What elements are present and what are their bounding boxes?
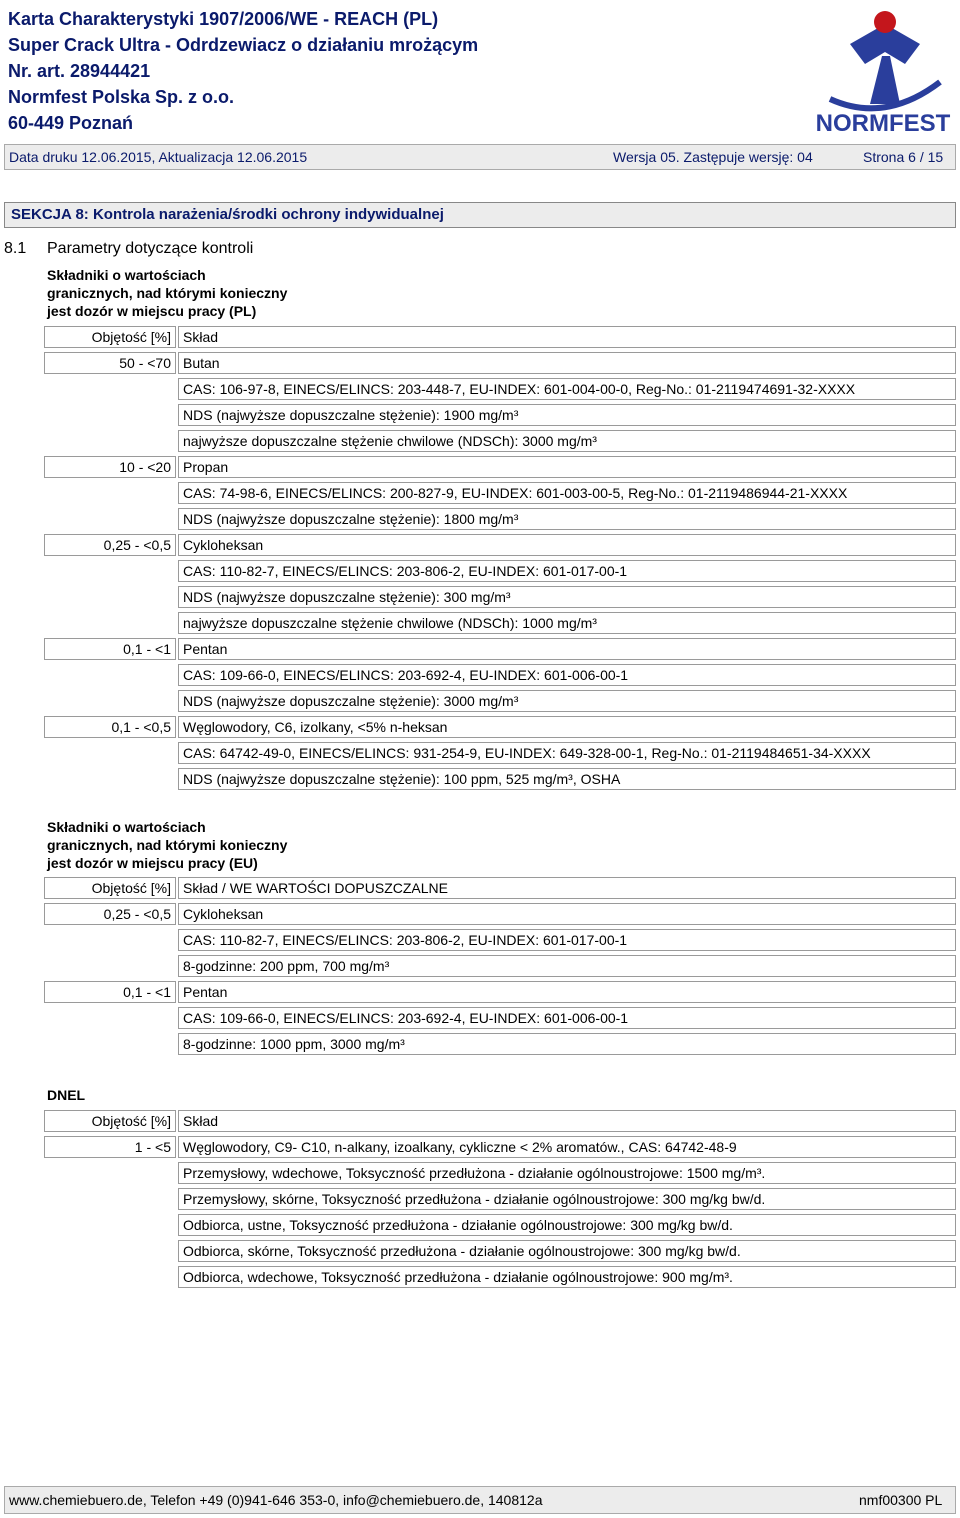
- component-name: Butan: [178, 352, 956, 374]
- article-number: Nr. art. 28944421: [8, 61, 151, 81]
- component-detail: CAS: 110-82-7, EINECS/ELINCS: 203-806-2, EU-INDEX: 601-017-00-1: [178, 560, 956, 582]
- component-percent: 1 - <5: [44, 1136, 176, 1158]
- block-heading: DNEL: [47, 1087, 86, 1103]
- component-detail: CAS: 74-98-6, EINECS/ELINCS: 200-827-9, EU-INDEX: 601-003-00-5, Reg-No.: 01-2119486944-21-XXXX: [178, 482, 956, 504]
- column-header-component: Skład / WE WARTOŚCI DOPUSZCZALNE: [178, 877, 956, 899]
- component-detail: NDS (najwyższe dopuszczalne stężenie): 1800 mg/m³: [178, 508, 956, 530]
- block-heading: Składniki o wartościach: [47, 819, 206, 835]
- component-detail: NDS (najwyższe dopuszczalne stężenie): 1900 mg/m³: [178, 404, 956, 426]
- component-detail: Przemysłowy, wdechowe, Toksyczność przedłużona - działanie ogólnoustrojowe: 1500 mg/m³.: [178, 1162, 956, 1184]
- page-number: Strona 6 / 15: [863, 149, 944, 165]
- column-header-component: Skład: [178, 326, 956, 348]
- component-detail: NDS (najwyższe dopuszczalne stężenie): 100 ppm, 525 mg/m³, OSHA: [178, 768, 956, 790]
- component-name: Węglowodory, C6, izolkany, <5% n-heksan: [178, 716, 956, 738]
- block-heading: granicznych, nad którymi konieczny: [47, 285, 288, 301]
- company-city: 60-449 Poznań: [8, 113, 134, 133]
- company-name: Normfest Polska Sp. z o.o.: [8, 87, 235, 107]
- component-percent: 0,1 - <0,5: [44, 716, 176, 738]
- component-detail: 8-godzinne: 200 ppm, 700 mg/m³: [178, 955, 956, 977]
- product-name: Super Crack Ultra - Odrdzewiacz o działaniu mrożącym: [8, 35, 479, 55]
- block-heading: jest dozór w miejscu pracy (PL): [47, 303, 257, 319]
- document-title: Karta Charakterystyki 1907/2006/WE - REACH (PL): [8, 9, 439, 29]
- print-date: Data druku 12.06.2015, Aktualizacja 12.06.2015: [9, 149, 308, 165]
- column-header-percent: Objętość [%]: [44, 877, 176, 899]
- logo-wordmark: NORMFEST: [815, 110, 951, 136]
- footer-contact: www.chemiebuero.de, Telefon +49 (0)941-646 353-0, info@chemiebuero.de, 140812a: [9, 1492, 543, 1508]
- block-heading: Składniki o wartościach: [47, 267, 206, 283]
- component-detail: Odbiorca, skórne, Toksyczność przedłużona - działanie ogólnoustrojowe: 300 mg/kg bw/d.: [178, 1240, 956, 1262]
- component-detail: NDS (najwyższe dopuszczalne stężenie): 300 mg/m³: [178, 586, 956, 608]
- component-percent: 0,1 - <1: [44, 981, 176, 1003]
- component-name: Cykloheksan: [178, 534, 956, 556]
- component-percent: 50 - <70: [44, 352, 176, 374]
- component-percent: 0,1 - <1: [44, 638, 176, 660]
- component-detail: 8-godzinne: 1000 ppm, 3000 mg/m³: [178, 1033, 956, 1055]
- component-detail: CAS: 64742-49-0, EINECS/ELINCS: 931-254-9, EU-INDEX: 649-328-00-1, Reg-No.: 01-2119484651-34-XXXX: [178, 742, 956, 764]
- section-title: SEKCJA 8: Kontrola narażenia/środki ochrony indywidualnej: [4, 202, 956, 228]
- component-percent: 10 - <20: [44, 456, 176, 478]
- component-detail: NDS (najwyższe dopuszczalne stężenie): 3000 mg/m³: [178, 690, 956, 712]
- component-name: Pentan: [178, 638, 956, 660]
- footer: [4, 1486, 956, 1514]
- subsection-title: Parametry dotyczące kontroli: [47, 240, 254, 257]
- footer-code: nmf00300 PL: [859, 1492, 943, 1508]
- component-detail: CAS: 109-66-0, EINECS/ELINCS: 203-692-4, EU-INDEX: 601-006-00-1: [178, 1007, 956, 1029]
- column-header-percent: Objętość [%]: [44, 326, 176, 348]
- component-detail: CAS: 109-66-0, EINECS/ELINCS: 203-692-4, EU-INDEX: 601-006-00-1: [178, 664, 956, 686]
- component-detail: najwyższe dopuszczalne stężenie chwilowe (NDSCh): 1000 mg/m³: [178, 612, 956, 634]
- component-percent: 0,25 - <0,5: [44, 534, 176, 556]
- component-percent: 0,25 - <0,5: [44, 903, 176, 925]
- subsection-number: 8.1: [4, 240, 27, 257]
- component-detail: najwyższe dopuszczalne stężenie chwilowe (NDSCh): 3000 mg/m³: [178, 430, 956, 452]
- component-name: Węglowodory, C9- C10, n-alkany, izoalkany, cykliczne < 2% aromatów., CAS: 64742-48-9: [178, 1136, 956, 1158]
- column-header-percent: Objętość [%]: [44, 1110, 176, 1132]
- normfest-logo: [810, 4, 956, 136]
- block-heading: jest dozór w miejscu pracy (EU): [47, 855, 258, 871]
- component-detail: Odbiorca, ustne, Toksyczność przedłużona - działanie ogólnoustrojowe: 300 mg/kg bw/d.: [178, 1214, 956, 1236]
- component-detail: Przemysłowy, skórne, Toksyczność przedłużona - działanie ogólnoustrojowe: 300 mg/kg bw/d.: [178, 1188, 956, 1210]
- block-heading: granicznych, nad którymi konieczny: [47, 837, 288, 853]
- version-info: Wersja 05. Zastępuje wersję: 04: [613, 149, 813, 165]
- component-name: Pentan: [178, 981, 956, 1003]
- component-detail: CAS: 106-97-8, EINECS/ELINCS: 203-448-7, EU-INDEX: 601-004-00-0, Reg-No.: 01-2119474691-32-XXXX: [178, 378, 956, 400]
- column-header-component: Skład: [178, 1110, 956, 1132]
- component-detail: CAS: 110-82-7, EINECS/ELINCS: 203-806-2, EU-INDEX: 601-017-00-1: [178, 929, 956, 951]
- component-name: Cykloheksan: [178, 903, 956, 925]
- component-name: Propan: [178, 456, 956, 478]
- component-detail: Odbiorca, wdechowe, Toksyczność przedłużona - działanie ogólnoustrojowe: 900 mg/m³.: [178, 1266, 956, 1288]
- info-bar: [4, 144, 956, 170]
